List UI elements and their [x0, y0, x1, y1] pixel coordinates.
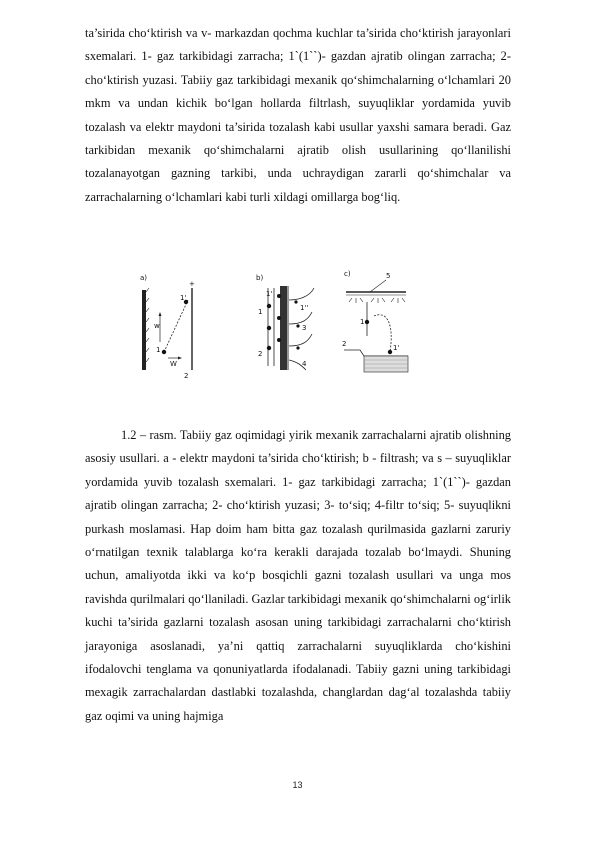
panel-c-label-1: 1 [360, 318, 365, 326]
panel-c-label-1prime: 1' [393, 344, 400, 352]
panel-b-label-3: 3 [302, 324, 307, 332]
panel-a-label-2: 2 [184, 372, 189, 380]
panel-b-filter-wall [280, 286, 287, 370]
figure-schemes-svg [138, 266, 410, 384]
panel-a-label-w: w [154, 322, 160, 330]
figure-1-2 [138, 266, 410, 384]
panel-a-plate-left [142, 290, 146, 370]
panel-a-electric [140, 274, 195, 380]
panel-a-letter: a) [140, 274, 148, 282]
panel-c-label-2: 2 [342, 340, 347, 348]
panel-b-label-1prime: 1' [266, 290, 273, 298]
panel-b-label-1pp: 1'' [300, 304, 309, 312]
panel-c-label-5: 5 [386, 272, 391, 280]
panel-a-label-wk: W [170, 360, 177, 368]
panel-a-label-1prime: 1' [180, 294, 187, 302]
panel-b-label-4: 4 [302, 360, 307, 368]
panel-b-label-1: 1 [258, 308, 263, 316]
panel-b-stream [289, 288, 314, 300]
panel-b-label-2: 2 [258, 350, 263, 358]
panel-a-label-1: 1 [156, 346, 161, 354]
paragraph-intro: ta’sirida cho‘ktirish va v- markazdan qochma kuchlar ta’sirida cho‘ktirish jarayonlari sxemalari. 1- gaz tarkibidagi zarracha; 1`(1``)- gazdan ajratib olingan zarracha; 2- cho‘ktirish yuzasi. Tabiiy gaz tarkibidagi mexanik qo‘shimchalarning o‘lchamlari 20 mkm va undan kichik bo‘lgan hollarda filtrlash, suyuqliklar yordamida yuvib tozalash va elektr maydoni ta’sirida tozalash kabi usullar yaxshi samara beradi. Gaz tarkibidan mexanik qo‘shimchalarni ajratib olish usullarining qo‘llanilishi tozalanayotgan gazning tarkibi, unda uchraydigan zararli qo‘shimchalar va zarrachalarning o‘lchamlari kabi turli xildagi omillarga bog‘liq. [85, 26, 511, 204]
page-number: 13 [292, 780, 303, 790]
panel-a-particle [162, 350, 166, 354]
panel-a-plus: + [189, 280, 195, 288]
panel-a-path [164, 300, 188, 352]
panel-c-washing [342, 270, 408, 372]
panel-b-filtration [256, 274, 314, 370]
paragraph-caption-and-text: 1.2 – rasm. Tabiiy gaz oqimidagi yirik mexanik zarrachalarni ajratib olishning asosiy usullari. a - elektr maydoni ta’sirida cho‘ktirish; b - filtrash; va s – suyuqliklar yordamida yuvib tozalash sxemalari. 1- gaz tarkibidagi zarracha; 1`(1``)- gazdan ajratib olingan zarracha; 2- cho‘ktirish yuzasi; 3- to‘siq; 4-filtr to‘siq; 5- suyuqlikni purkash moslamasi. Hap doim ham bitta gaz tozalash qurilmasida gazlarni zaruriy o‘rnatilgan texnik talablarga ko‘ra kerakli darajada tozalab bo‘lmaydi. Shuning uchun, amaliyotda ikki va ko‘p bosqichli gazni tozalash usullari va unga mos ravishda qurilmalari qo‘llaniladi. Gazlar tarkibidagi mexanik qo‘shimchalarni og‘irlik kuchi ta’sirida gazlarni tozalash asosan uning tarkibidagi zarrachalarni cho‘ktirish jarayoniga asoslanadi, ya’ni qattiq zarrachalarni suyuqliklarda cho‘kishini ifodalovchi tenglama va qonuniyatlarda ifodalanadi. Tabiiy gazni uning tarkibidagi mexagik zarrachalardan dastlabki tozalashda, changlardan dag‘al tozalashda tabiiy gaz oqimi va uning hajmiga [85, 428, 511, 723]
panel-b-letter: b) [256, 274, 264, 282]
panel-c-letter: c) [344, 270, 351, 278]
